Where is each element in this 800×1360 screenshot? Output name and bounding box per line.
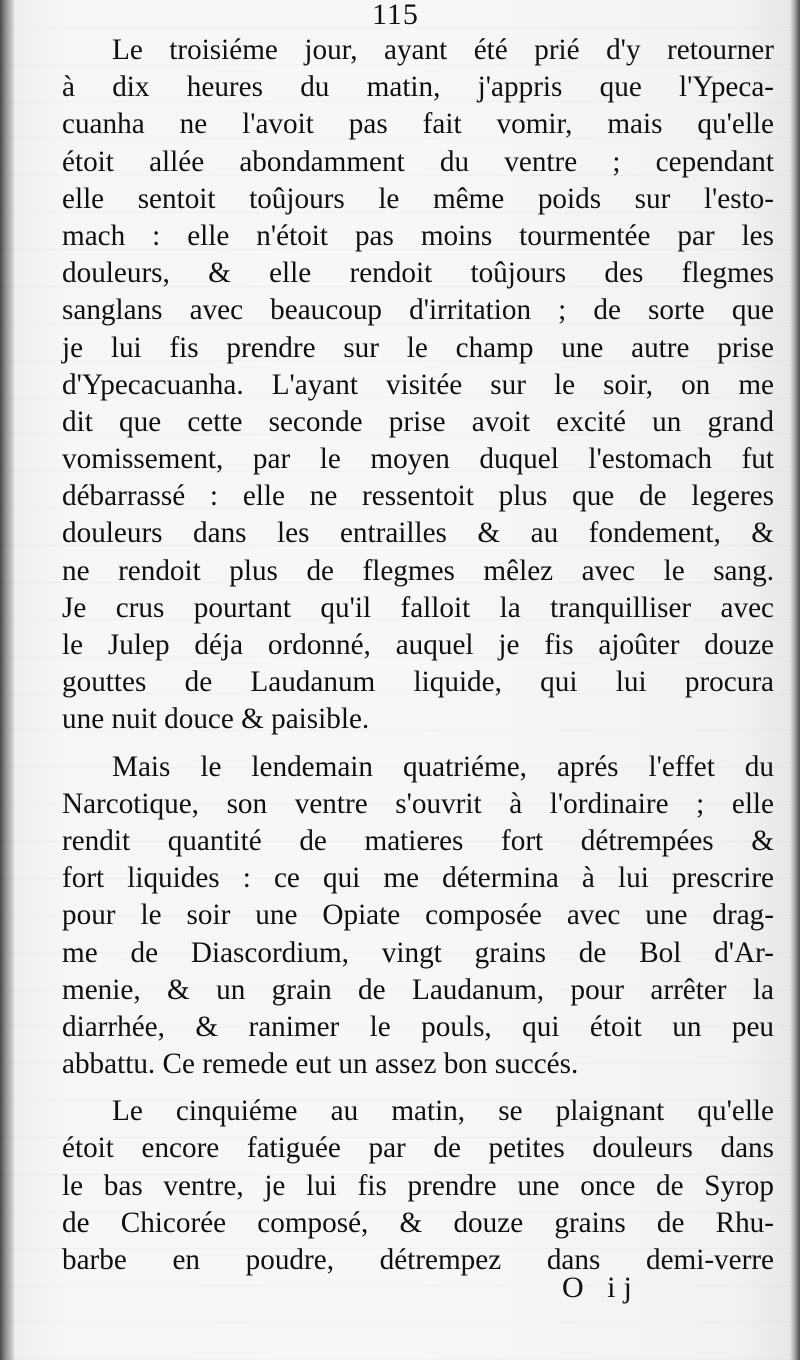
- text-line: me de Diascordium, vingt grains de Bol d'Ar-: [62, 936, 774, 969]
- text-line: elle sentoit toûjours le même poids sur l'esto-: [62, 182, 774, 215]
- paragraph-2: [62, 749, 774, 1084]
- text-line: le Julep déja ordonné, auquel je fis ajoûter douze: [62, 629, 774, 661]
- text-line: mach : elle n'étoit pas moins tourmentée par les: [62, 219, 774, 252]
- text-line: menie, & un grain de Laudanum, pour arrêter la: [62, 973, 774, 1006]
- text-line: une nuit douce & paisible.: [62, 703, 370, 736]
- paragraph-gap: [62, 1083, 774, 1093]
- text-line: sanglans avec beaucoup d'irritation ; de sorte que: [62, 294, 774, 327]
- text-line: le bas ventre, je lui fis prendre une once de Syrop: [62, 1169, 774, 1202]
- text-line: pour le soir une Opiate composée avec une drag-: [62, 899, 774, 932]
- text-line: diarrhée, & ranimer le pouls, qui étoit un peu: [62, 1010, 774, 1043]
- text-line: je lui fis prendre sur le champ une autre prise: [62, 331, 774, 364]
- paragraph-gap: [62, 739, 774, 749]
- text-line: douleurs, & elle rendoit toûjours des flegmes: [62, 257, 774, 290]
- text-line: douleurs dans les entrailles & au fondement, &: [62, 517, 774, 550]
- text-line: vomissement, par le moyen duquel l'estomach fut: [62, 443, 774, 476]
- paragraph-3: [62, 1093, 774, 1279]
- text-line: d'Ypecacuanha. L'ayant visitée sur le soir, on me: [62, 368, 774, 401]
- text-line: Le cinquiéme au matin, se plaignant qu'elle: [112, 1095, 774, 1128]
- text-line: rendit quantité de matieres fort détrempées &: [62, 824, 774, 857]
- text-line: étoit encore fatiguée par de petites douleurs dans: [62, 1132, 774, 1165]
- text-line: dit que cette seconde prise avoit excité un grand: [62, 405, 774, 438]
- text-line: Mais le lendemain quatriéme, aprés l'effet du: [112, 750, 774, 783]
- text-line: étoit allée abondamment du ventre ; cependant: [62, 145, 774, 178]
- text-line: Le troisiéme jour, ayant été prié d'y retourner: [112, 34, 774, 66]
- text-line: Narcotique, son ventre s'ouvrit à l'ordinaire ; elle: [62, 787, 774, 820]
- text-line: gouttes de Laudanum liquide, qui lui procura: [62, 666, 774, 699]
- body-text: [62, 32, 774, 1279]
- text-line: cuanha ne l'avoit pas fait vomir, mais qu'elle: [62, 108, 774, 141]
- text-line: abbattu. Ce remede eut un assez bon succés.: [62, 1048, 579, 1081]
- paragraph-1: [62, 32, 774, 739]
- text-line: fort liquides : ce qui me détermina à lui prescrire: [62, 862, 774, 895]
- text-line: ne rendoit plus de flegmes mêlez avec le sang.: [62, 554, 774, 587]
- signature-mark: O ij: [562, 1271, 640, 1304]
- text-line: Je crus pourtant qu'il falloit la tranquilliser avec: [62, 591, 774, 624]
- text-line: à dix heures du matin, j'appris que l'Ypeca-: [62, 71, 774, 104]
- text-line: barbe en poudre, détrempez dans demi-verre: [62, 1244, 774, 1276]
- text-line: de Chicorée composé, & douze grains de Rhu-: [62, 1206, 774, 1239]
- page-number: 115: [372, 0, 419, 31]
- text-line: débarrassé : elle ne ressentoit plus que de legeres: [62, 480, 774, 513]
